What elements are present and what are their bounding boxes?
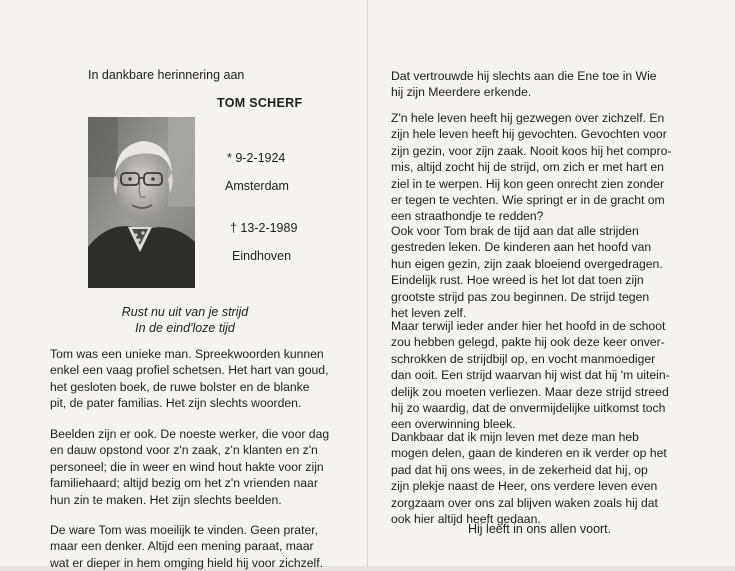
text-line: een straathondje te redden? [391, 209, 544, 224]
text-line: hun eigen gezin, zijn zaak bloeiend overgedragen. [391, 256, 663, 271]
text-line: Beelden zijn er ook. De noeste werker, die voor dag [50, 427, 330, 441]
text-line: er tegen te vechten. Wie springt er in de gracht om [391, 193, 665, 208]
text-line: en dauw opstond voor z'n zaak, z'n klanten en z'n [50, 443, 318, 458]
text-line: Z'n hele leven heeft hij gezwegen over zichzelf. En [391, 111, 665, 125]
paragraph-right-1 [391, 68, 663, 101]
center-fold [367, 0, 368, 571]
paragraph-left-1 [50, 346, 329, 412]
text-line: maar een denker. Altijd een mening paraat, maar [50, 539, 314, 554]
text-line: Dat vertrouwde hij slechts aan die Ene toe in Wie [391, 69, 657, 83]
text-line: gestreden leken. De kinderen aan het hoofd van [391, 240, 652, 255]
poem-line: In de eind'loze tijd [135, 321, 235, 335]
death-place: Eindhoven [232, 249, 292, 263]
text-line: grootste strijd pas zou beginnen. De strijd tegen [391, 289, 650, 304]
portrait-photo [88, 117, 195, 288]
paragraph-right-2 [391, 110, 672, 225]
text-line: zorgzaam over ons zal blijven waken zoals hij dat [391, 495, 658, 510]
paragraph-right-3 [391, 223, 663, 321]
closing-line: Hij leeft in ons allen voort. [468, 522, 612, 536]
text-line: dan ooit. Een strijd waarvan hij wist dat hij 'm uitein- [391, 368, 670, 383]
birth-place: Amsterdam [225, 179, 289, 193]
text-line: pad dat hij ons wees, in de zekerheid dat hij, op [391, 462, 648, 477]
text-line: zijn gezin, voor zijn zaak. Nooit koos hij het compro- [391, 143, 672, 158]
text-line: familiehaard; altijd bezig om het z'n vrienden naar [50, 476, 318, 491]
text-line: hun zin te maken. Het zijn slechts beelden. [50, 492, 282, 507]
text-line: zijn hele leven heeft hij gevochten. Gevochten voor [391, 127, 667, 142]
text-line: zijn plekje naast de Heer, ons verdere leven even [391, 479, 658, 494]
text-line: zou hebben gelegd, pakte hij ook deze keer onver- [391, 335, 665, 350]
text-line: pit, de pater familias. Het zijn slechts woorden. [50, 396, 302, 411]
poem-verse [60, 304, 310, 336]
text-line: Tom was een unieke man. Spreekwoorden kunnen [50, 347, 324, 361]
paragraph-right-4 [391, 318, 670, 433]
text-line: enkel een vaag profiel schetsen. Het hart van goud, [50, 363, 329, 378]
text-line: De ware Tom was moeilijk te vinden. Geen prater, [50, 523, 319, 537]
text-line: mis, altijd zocht hij de strijd, om zich er met hart en [391, 160, 664, 175]
text-line: ook hier altijd heeft gedaan. [391, 512, 541, 527]
text-line: ziel in te werpen. Hij kon geen onrecht zien zonder [391, 176, 665, 191]
text-line: delijk zou moeten verliezen. Maar deze strijd streed [391, 384, 669, 399]
birth-date: * 9-2-1924 [227, 151, 286, 165]
paragraph-left-3 [50, 522, 322, 571]
paragraph-right-5 [391, 429, 667, 527]
text-line: hij zijn Meerdere erkende. [391, 85, 532, 100]
death-date: † 13-2-1989 [230, 221, 298, 235]
text-line: Ook voor Tom brak de tijd aan dat alle strijden [391, 224, 639, 238]
text-line: personeel; die in weer en wind hout hakte voor zijn [50, 459, 324, 474]
poem-line: Rust nu uit van je strijd [121, 305, 249, 319]
text-line: Eindelijk rust. Hoe wreed is het lot dat toen zijn [391, 273, 644, 288]
text-line: Maar terwijl ieder ander hier het hoofd in de schoot [391, 319, 666, 333]
text-line: het gesloten boek, de ruwe bolster en de blanke [50, 379, 310, 394]
text-line: het leven zelf. [391, 306, 467, 321]
text-line: hij zo waardig, dat de onvermijdelijke uitkomst toch [391, 401, 666, 416]
paragraph-left-2 [50, 426, 330, 508]
intro-text: In dankbare herinnering aan [88, 68, 245, 82]
text-line: schrokken de strijdbijl op, en vocht manmoediger [391, 351, 656, 366]
text-line: wat er dieper in hem omging hield hij voor zichzelf. [50, 555, 323, 570]
text-line: mogen delen, gaan de kinderen en ik verder op het [391, 446, 667, 461]
text-line: Dankbaar dat ik mijn leven met deze man heb [391, 430, 639, 444]
deceased-name: TOM SCHERF [217, 96, 303, 110]
text-line: een overwinning bleek. [391, 417, 516, 432]
